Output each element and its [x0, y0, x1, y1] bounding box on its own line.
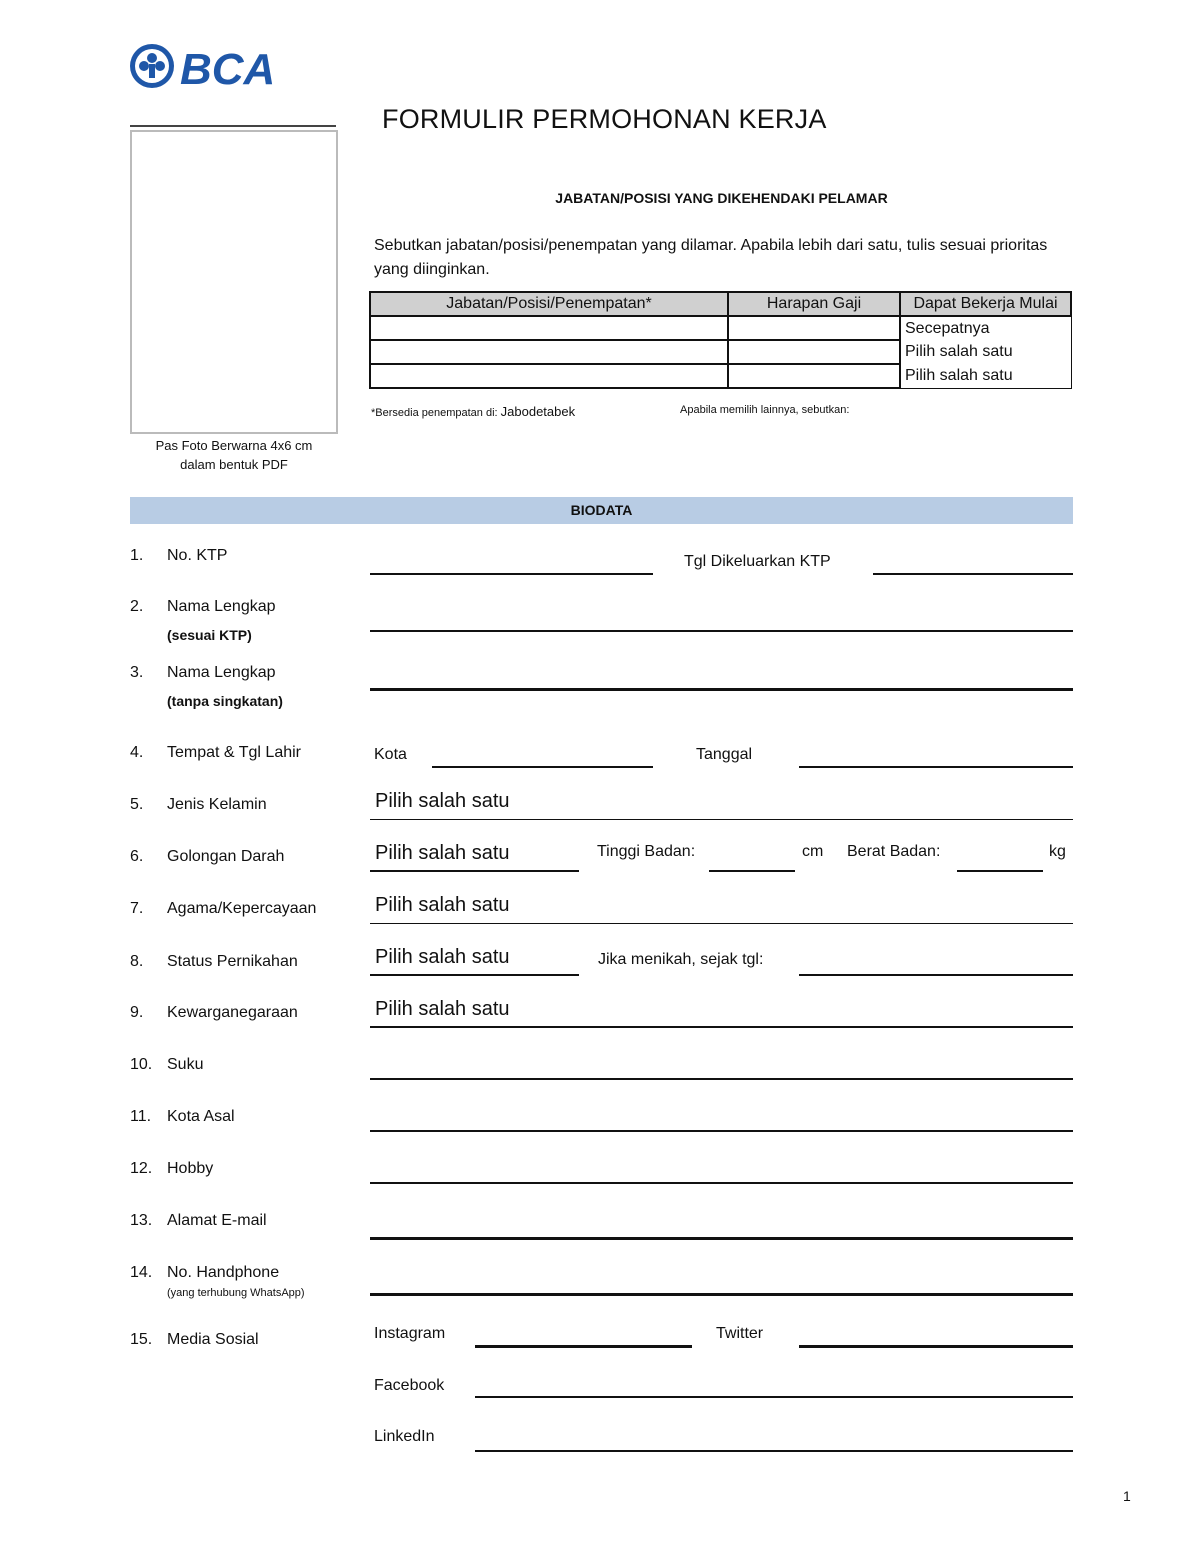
married-since-input[interactable]: [799, 974, 1073, 976]
height-label: Tinggi Badan:: [597, 843, 696, 860]
position-table-header: [370, 292, 1071, 316]
field-label-blood: Golongan Darah: [167, 848, 285, 865]
field-label-hometown: Kota Asal: [167, 1108, 235, 1125]
height-input[interactable]: [709, 870, 795, 872]
facebook-label: Facebook: [374, 1377, 445, 1394]
field-number: 8.: [130, 953, 144, 970]
col-header-position: Jabatan/Posisi/Penempatan*: [370, 292, 728, 316]
field-number: 2.: [130, 598, 144, 615]
photo-caption: Pas Foto Berwarna 4x6 cm dalam bentuk PDF: [155, 438, 313, 472]
position-input-2[interactable]: [370, 340, 728, 364]
field-number: 11.: [130, 1108, 152, 1125]
field-label-ktp: No. KTP: [167, 547, 228, 564]
position-row: [370, 340, 1071, 364]
marital-underline: [370, 974, 579, 976]
bca-logo: [128, 42, 288, 92]
svg-text:BCA: BCA: [180, 45, 276, 92]
field-number: 14.: [130, 1264, 153, 1281]
start-select-1[interactable]: Secepatnya: [900, 316, 1071, 340]
gender-select[interactable]: Pilih salah satu: [375, 790, 510, 812]
field-number: 7.: [130, 900, 144, 917]
field-label-phone: No. Handphone (yang terhubung WhatsApp): [167, 1264, 305, 1299]
field-number: 3.: [130, 664, 144, 681]
position-heading: JABATAN/POSISI YANG DIKEHENDAKI PELAMAR: [555, 190, 888, 206]
linkedin-input[interactable]: [475, 1450, 1073, 1452]
field-label-birth: Tempat & Tgl Lahir: [167, 744, 301, 761]
phone-input[interactable]: [370, 1293, 1073, 1296]
field-number: 10.: [130, 1056, 153, 1073]
salary-input-3[interactable]: [728, 364, 900, 388]
marital-select[interactable]: Pilih salah satu: [375, 946, 510, 968]
field-number: 15.: [130, 1331, 153, 1348]
position-input-3[interactable]: [370, 364, 728, 388]
religion-select[interactable]: Pilih salah satu: [375, 894, 510, 916]
col-header-salary: Harapan Gaji: [728, 292, 900, 316]
placement-select[interactable]: Jabodetabek: [500, 404, 576, 419]
twitter-input[interactable]: [799, 1345, 1073, 1348]
biodata-heading: BIODATA: [130, 497, 1073, 524]
field-number: 13.: [130, 1212, 153, 1229]
ethnicity-input[interactable]: [370, 1078, 1073, 1080]
field-label-marital: Status Pernikahan: [167, 953, 298, 970]
position-row: [370, 364, 1071, 388]
field-label-fullname-ktp: Nama Lengkap (sesuai KTP): [167, 598, 276, 643]
married-since-label: Jika menikah, sejak tgl:: [598, 951, 764, 968]
ktp-input[interactable]: [370, 573, 653, 575]
height-unit: cm: [802, 843, 824, 860]
hometown-input[interactable]: [370, 1130, 1073, 1132]
col-header-start: Dapat Bekerja Mulai: [900, 292, 1071, 316]
field-number: 9.: [130, 1004, 144, 1021]
field-label-email: Alamat E-mail: [167, 1212, 267, 1229]
start-select-3[interactable]: Pilih salah satu: [900, 364, 1071, 388]
birth-date-input[interactable]: [799, 766, 1073, 768]
instagram-input[interactable]: [475, 1345, 692, 1348]
citizenship-underline: [370, 1026, 1073, 1028]
weight-unit: kg: [1049, 843, 1066, 860]
position-input-1[interactable]: [370, 316, 728, 340]
field-number: 4.: [130, 744, 144, 761]
weight-label: Berat Badan:: [847, 843, 941, 860]
instagram-label: Instagram: [374, 1325, 446, 1342]
blood-select[interactable]: Pilih salah satu: [375, 842, 510, 864]
field-number: 6.: [130, 848, 144, 865]
fullname-input[interactable]: [370, 688, 1073, 691]
birth-city-label: Kota: [374, 746, 407, 763]
field-number: 1.: [130, 547, 144, 564]
email-input[interactable]: [370, 1237, 1073, 1240]
bca-seal-icon: [130, 44, 174, 88]
placement-note: *Bersedia penempatan di: Jabodetabek: [371, 404, 576, 419]
other-note: Apabila memilih lainnya, sebutkan:: [680, 404, 850, 416]
field-label-religion: Agama/Kepercayaan: [167, 900, 317, 917]
field-label-citizenship: Kewarganegaraan: [167, 1004, 298, 1021]
ktp-date-label: Tgl Dikeluarkan KTP: [684, 553, 831, 570]
photo-top-rule: [130, 125, 336, 127]
position-row: [370, 316, 1071, 340]
weight-input[interactable]: [957, 870, 1043, 872]
field-label-social: Media Sosial: [167, 1331, 259, 1348]
field-label-fullname: Nama Lengkap (tanpa singkatan): [167, 664, 283, 709]
photo-upload-box[interactable]: [130, 130, 338, 434]
position-table: [369, 291, 1072, 389]
birth-city-input[interactable]: [432, 766, 653, 768]
page-number: 1: [1123, 1488, 1131, 1504]
linkedin-label: LinkedIn: [374, 1428, 435, 1445]
field-label-ethnicity: Suku: [167, 1056, 204, 1073]
field-label-gender: Jenis Kelamin: [167, 796, 267, 813]
page-title: FORMULIR PERMOHONAN KERJA: [382, 104, 827, 134]
birth-date-label: Tanggal: [696, 746, 753, 763]
twitter-label: Twitter: [716, 1325, 764, 1342]
field-number: 12.: [130, 1160, 153, 1177]
field-label-hobby: Hobby: [167, 1160, 214, 1177]
hobby-input[interactable]: [370, 1182, 1073, 1184]
position-instruction: Sebutkan jabatan/posisi/penempatan yang dilamar. Apabila lebih dari satu, tulis sesuai prioritas yang diinginkan.: [374, 237, 1048, 278]
ktp-date-input[interactable]: [873, 573, 1073, 575]
blood-underline: [370, 870, 579, 872]
start-select-2[interactable]: Pilih salah satu: [900, 340, 1071, 364]
citizenship-select[interactable]: Pilih salah satu: [375, 998, 510, 1020]
fullname-ktp-input[interactable]: [370, 630, 1073, 632]
salary-input-1[interactable]: [728, 316, 900, 340]
gender-underline: [370, 819, 1073, 820]
field-number: 5.: [130, 796, 144, 813]
religion-underline: [370, 923, 1073, 924]
salary-input-2[interactable]: [728, 340, 900, 364]
facebook-input[interactable]: [475, 1396, 1073, 1398]
